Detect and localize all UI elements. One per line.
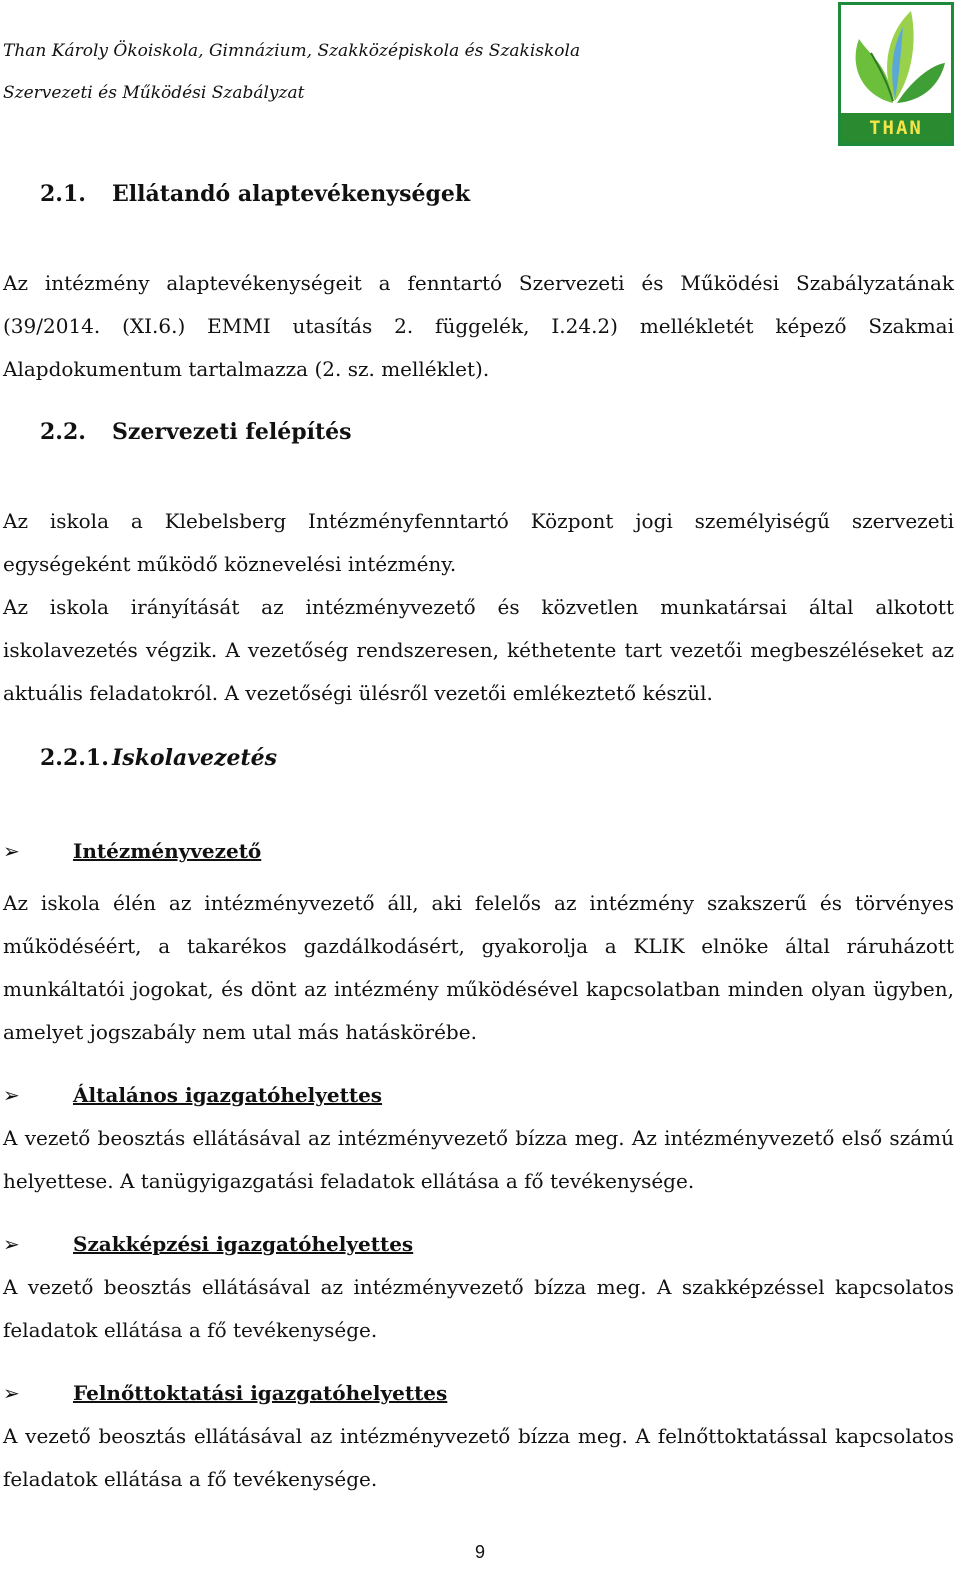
paragraph-szervezet-1: Az iskola a Klebelsberg Intézményfenntartó Központ jogi személyiségű szervezeti egységeként működő köznevelési intézmény. — [3, 509, 954, 576]
role-heading-szakkepzesi — [3, 1229, 413, 1259]
heading-number: 2.2. — [40, 419, 86, 445]
role-title: Intézményvezető — [73, 839, 262, 863]
role-text: Az iskola élén az intézményvezető áll, aki felelős az intézmény szakszerű és törvényes működéséért, a takarékos gazdálkodásért, gyakorolja a KLIK elnöke által ráruházott munkáltatói jogokat, és dönt az intézmény működésével kapcsolatban minden olyan ügyben, amelyet jogszabály nem utal más hatáskörébe. — [3, 891, 954, 1044]
role-text: A vezető beosztás ellátásával az intézményvezető bízza meg. A felnőttoktatással kapcsolatos feladatok ellátása a fő tevékenysége. — [3, 1424, 954, 1491]
page-number: 9 — [474, 1542, 485, 1562]
role-title: Szakképzési igazgatóhelyettes — [73, 1232, 414, 1256]
arrow-bullet-icon: ➢ — [3, 1083, 20, 1107]
header-school-name: Than Károly Ökoiskola, Gimnázium, Szakközépiskola és Szakiskola — [3, 41, 581, 61]
arrow-bullet-icon: ➢ — [3, 1381, 20, 1405]
role-heading-intezmenyvezeto — [3, 836, 261, 866]
heading-2-2 — [40, 419, 352, 445]
arrow-bullet-icon: ➢ — [3, 839, 20, 863]
page-header — [3, 30, 580, 114]
heading-title: Ellátandó alaptevékenységek — [112, 181, 471, 207]
heading-2-2-1 — [40, 745, 277, 771]
heading-title: Iskolavezetés — [112, 745, 278, 771]
school-logo — [838, 2, 954, 146]
role-heading-altalanos — [3, 1080, 382, 1110]
leaf-logo-icon — [841, 5, 951, 113]
heading-number: 2.1. — [40, 181, 86, 207]
role-text: A vezető beosztás ellátásával az intézményvezető bízza meg. Az intézményvezető első számú helyettese. A tanügyigazgatási feladatok ellátása a fő tevékenysége. — [3, 1126, 954, 1193]
header-document-title: Szervezeti és Működési Szabályzat — [3, 83, 305, 103]
heading-2-1 — [40, 181, 470, 207]
role-title: Általános igazgatóhelyettes — [73, 1083, 383, 1107]
logo-text: THAN — [841, 113, 951, 143]
paragraph-alaptevekenysegek: Az intézmény alaptevékenységeit a fenntartó Szervezeti és Működési Szabályzatának (39/2014. (XI.6.) EMMI utasítás 2. függelék, I.24.2) mellékletét képező Szakmai Alapdokumentum tartalmazza (2. sz. melléklet). — [3, 271, 954, 381]
role-heading-felnottoktatasi — [3, 1378, 447, 1408]
role-title: Felnőttoktatási igazgatóhelyettes — [73, 1381, 448, 1405]
heading-title: Szervezeti felépítés — [112, 419, 352, 445]
heading-number: 2.2.1. — [40, 745, 109, 771]
paragraph-szervezet-2: Az iskola irányítását az intézményvezető és közvetlen munkatársai által alkotott iskolavezetés végzik. A vezetőség rendszeresen, kéthetente tart vezetői megbeszéléseket az aktuális feladatokról. A vezetőségi ülésről vezetői emlékeztető készül. — [3, 595, 954, 705]
role-text: A vezető beosztás ellátásával az intézményvezető bízza meg. A szakképzéssel kapcsolatos feladatok ellátása a fő tevékenysége. — [3, 1275, 954, 1342]
arrow-bullet-icon: ➢ — [3, 1232, 20, 1256]
